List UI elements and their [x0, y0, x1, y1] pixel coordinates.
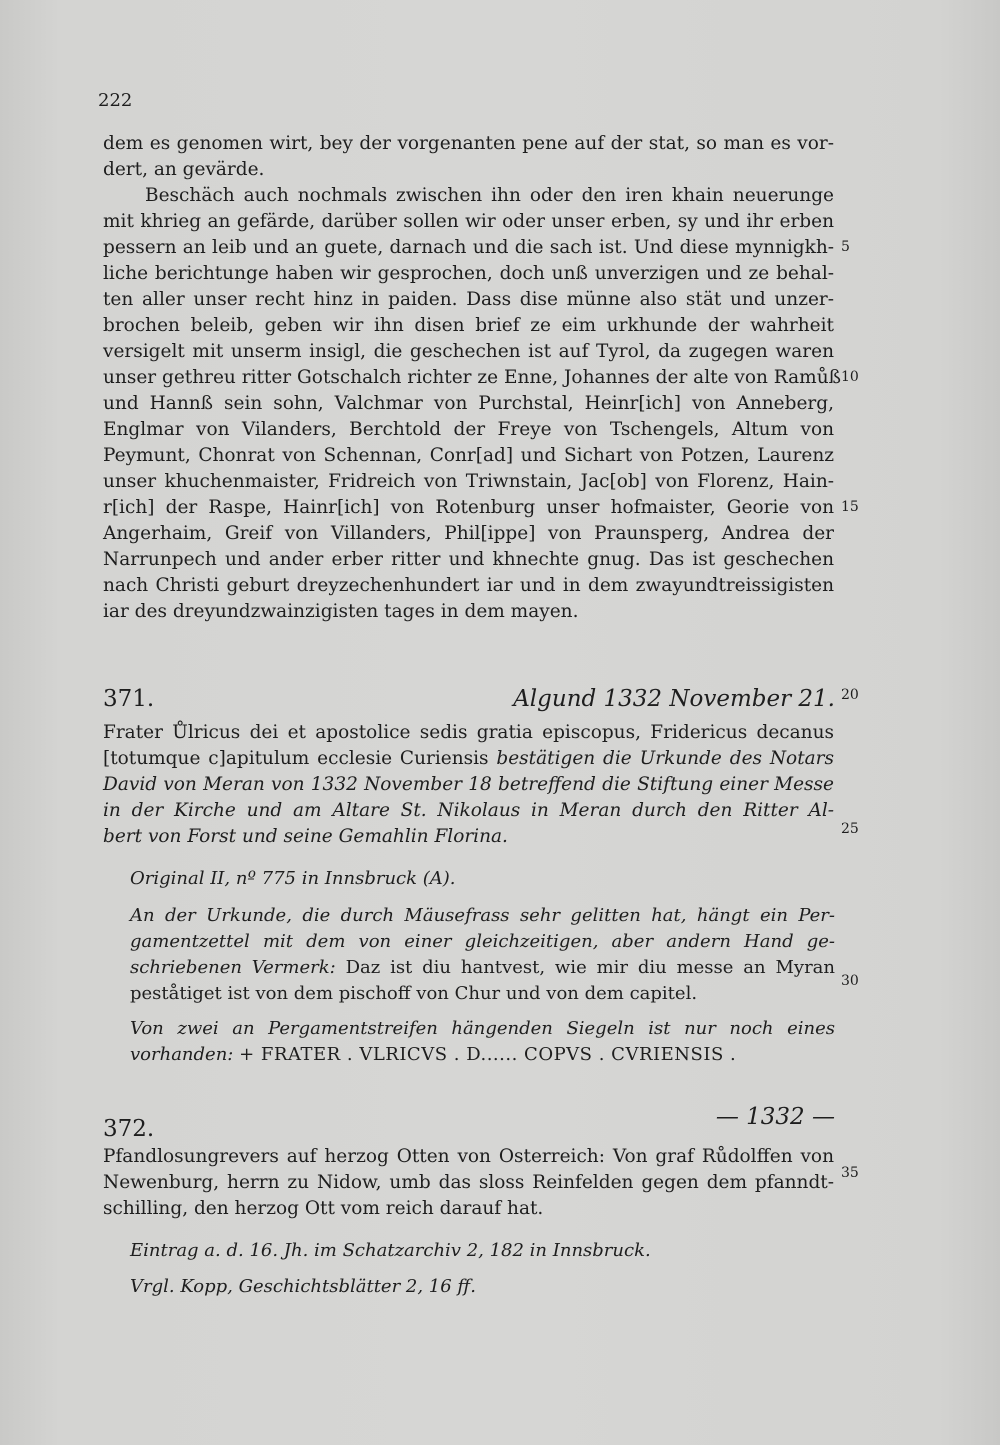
regest-line: [103, 746, 834, 772]
line-number: 25: [841, 821, 859, 837]
source-note: Original II, nº 775 in Innsbruck (A).: [130, 868, 456, 889]
line-number: 20: [841, 687, 859, 703]
body-line: versigelt mit unserm insigl, die geschechen ist auf Tyrol, da zugegen waren: [103, 341, 834, 362]
regest-text-italic: bestätigen die Urkunde des Notars: [496, 748, 834, 769]
remark-line: gamentzettel mit dem von einer gleichzeitigen, aber andern Hand ge-: [130, 931, 835, 952]
seal-note-line: [130, 1042, 835, 1068]
regest-line: David von Meran von 1332 November 18 betreffend die Stiftung einer Messe: [103, 774, 834, 795]
source-note: Eintrag a. d. 16. Jh. im Schatzarchiv 2, 182 in Innsbruck.: [130, 1240, 651, 1261]
body-line: liche berichtunge haben wir gesprochen, doch unß unverzigen und ze behal-: [103, 263, 834, 284]
remark-text: schriebenen Vermerk:: [130, 957, 346, 978]
regest-line: Newenburg, herrn zu Nidow, umb das sloss Reinfelden gegen dem pfanndt-: [103, 1172, 834, 1193]
regest-line: schilling, den herzog Ott vom reich darauf hat.: [103, 1198, 544, 1219]
body-line: Englmar von Vilanders, Berchtold der Freye von Tschengels, Altum von: [103, 419, 834, 440]
quoted-line: peståtiget ist von dem pischoff von Chur und von dem capitel.: [130, 983, 698, 1004]
body-line: iar des dreyundzwainzigisten tages in dem mayen.: [103, 601, 579, 622]
body-line: Angerhaim, Greif von Villanders, Phil[ippe] von Praunsperg, Andrea der: [103, 523, 834, 544]
line-number: 15: [841, 499, 859, 515]
body-line: und Hannß sein sohn, Valchmar von Purchstal, Heinr[ich] von Anneberg,: [103, 393, 834, 414]
line-number: 30: [841, 973, 859, 989]
line-number: 10: [841, 369, 859, 385]
seal-note-text: vorhanden:: [130, 1044, 240, 1065]
body-line: unser khuchenmaister, Fridreich von Triwnstain, Jac[ob] von Florenz, Hain-: [103, 471, 834, 492]
quoted-text: Daz ist diu hantvest, wie mir diu messe an Myran: [345, 957, 836, 978]
seal-note-line: Von zwei an Pergamentstreifen hängenden Siegeln ist nur noch eines: [130, 1018, 835, 1039]
body-line: r[ich] der Raspe, Hainr[ich] von Rotenburg unser hofmaister, Georie von: [103, 497, 834, 518]
remark-line: [130, 955, 835, 981]
body-line: unser gethreu ritter Gotschalch richter ze Enne, Johannes der alte von Ramůß: [103, 367, 841, 388]
regest-text: [totumque c]apitulum ecclesie Curiensis: [103, 748, 497, 769]
body-line: Peymunt, Chonrat von Schennan, Conr[ad] und Sichart von Potzen, Laurenz: [103, 445, 834, 466]
regest-line: in der Kirche und am Altare St. Nikolaus in Meran durch den Ritter Al-: [103, 800, 834, 821]
seal-legend: + FRATER . VLRICVS . D...... COPVS . CVRIENSIS .: [239, 1044, 737, 1065]
line-number: 35: [841, 1165, 859, 1181]
body-line: mit khrieg an gefärde, darüber sollen wir oder unser erben, sy und ihr erben: [103, 211, 834, 232]
line-number: 5: [841, 239, 850, 255]
entry-number: 372.: [103, 1116, 155, 1142]
entry-number: 371.: [103, 686, 155, 712]
body-line: Beschäch auch nochmals zwischen ihn oder den iren khain neuerunge: [145, 185, 834, 206]
regest-line: Pfandlosungrevers auf herzog Otten von Osterreich: Von graf Růdolffen von: [103, 1146, 834, 1167]
reference-note: Vrgl. Kopp, Geschichtsblätter 2, 16 ff.: [130, 1276, 476, 1297]
entry-place-date: — 1332 —: [715, 1104, 835, 1130]
body-line: dem es genomen wirt, bey der vorgenanten pene auf der stat, so man es vor-: [103, 133, 834, 154]
page-number: 222: [98, 90, 133, 111]
body-line: nach Christi geburt dreyzechenhundert iar und in dem zwayundtreissigisten: [103, 575, 834, 596]
body-line: brochen beleib, geben wir ihn disen brief ze eim urkhunde der wahrheit: [103, 315, 834, 336]
body-line: pessern an leib und an guete, darnach und die sach ist. Und diese mynnigkh-: [103, 237, 834, 258]
entry-place-date: Algund 1332 November 21.: [513, 686, 835, 712]
regest-line: Frater Ůlricus dei et apostolice sedis gratia episcopus, Fridericus decanus: [103, 722, 834, 743]
body-line: ten aller unser recht hinz in paiden. Dass dise münne also stät und unzer-: [103, 289, 834, 310]
body-line: Narrunpech und ander erber ritter und khnechte gnug. Das ist geschechen: [103, 549, 834, 570]
regest-line: bert von Forst und seine Gemahlin Florina.: [103, 826, 508, 847]
remark-line: An der Urkunde, die durch Mäusefrass sehr gelitten hat, hängt ein Per-: [130, 905, 835, 926]
body-line: dert, an gevärde.: [103, 159, 265, 180]
